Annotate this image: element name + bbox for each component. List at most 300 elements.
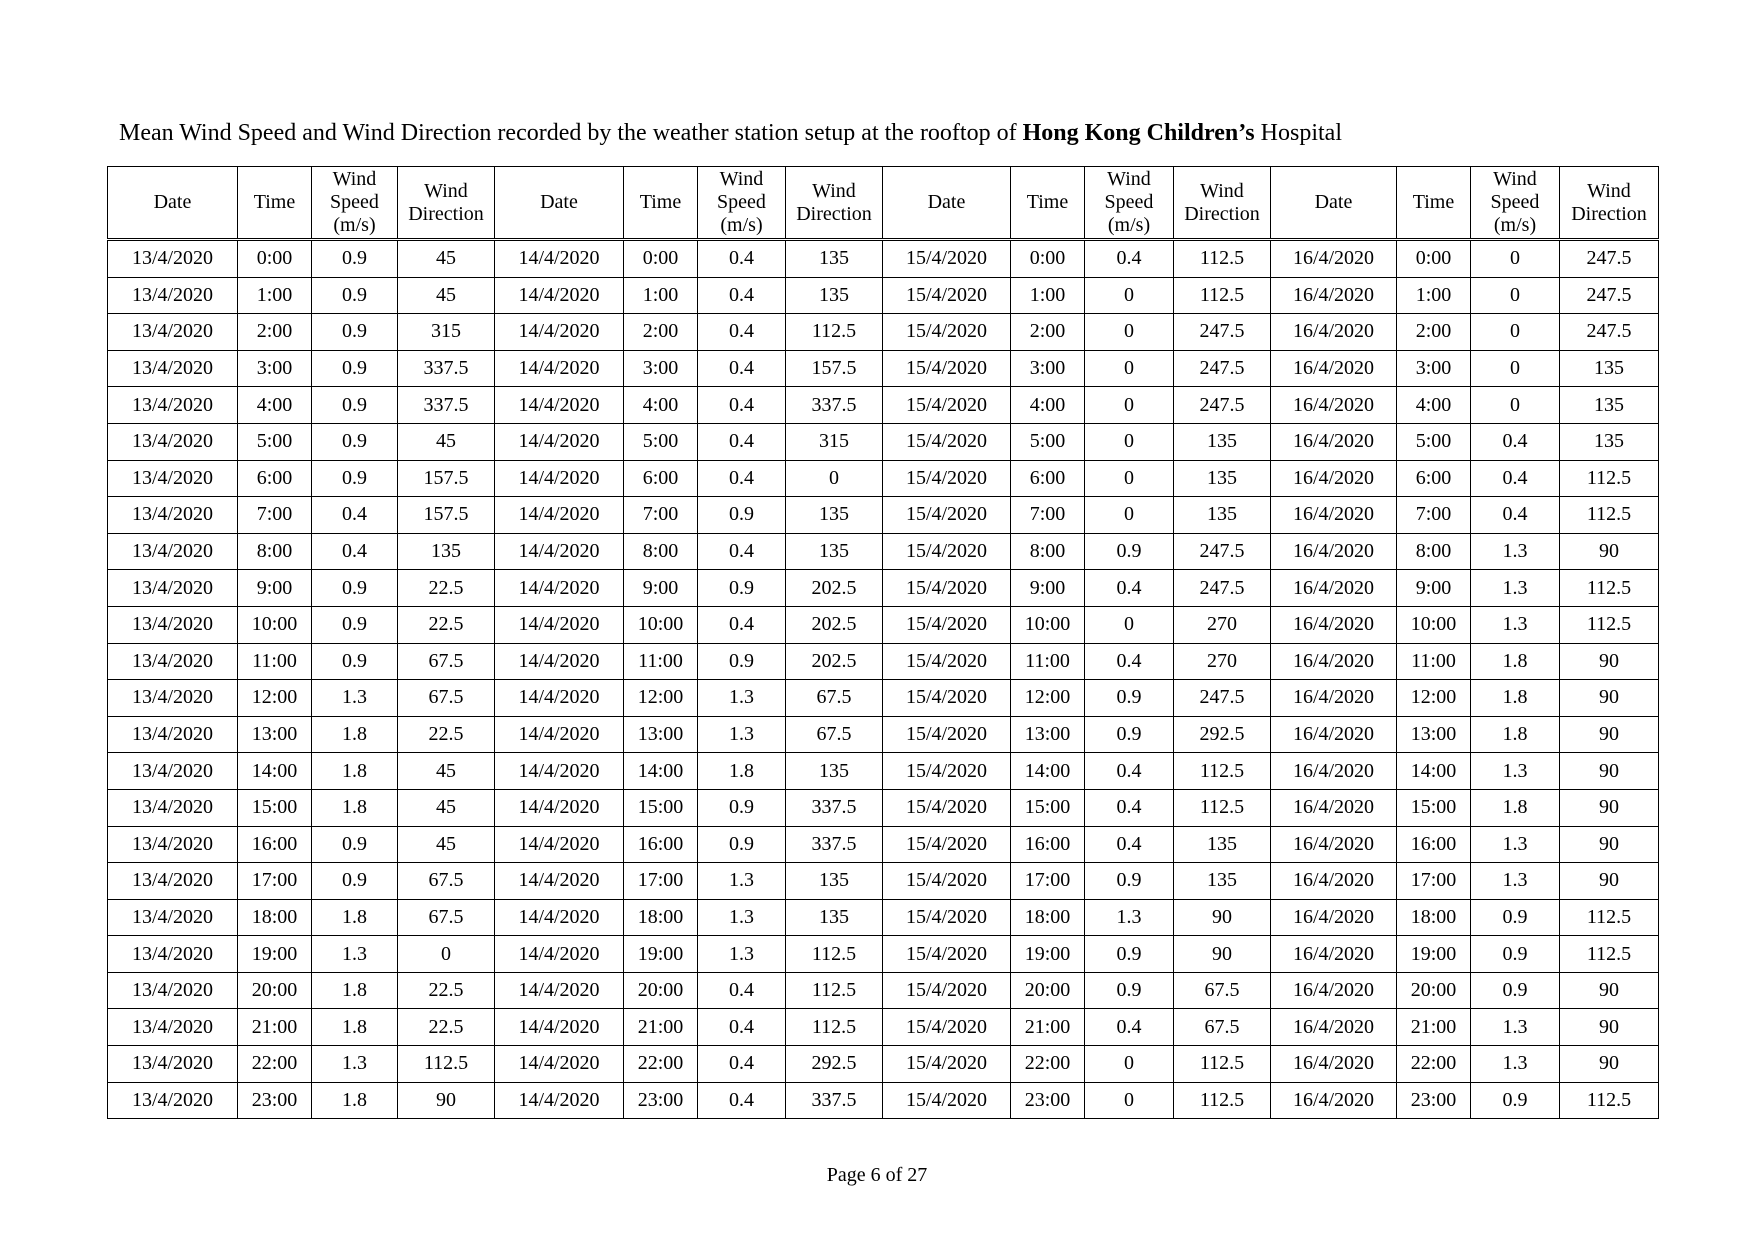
table-cell: 14/4/2020 <box>495 789 624 826</box>
table-cell: 0.9 <box>1471 972 1560 1009</box>
table-cell: 11:00 <box>238 643 312 680</box>
table-cell: 15/4/2020 <box>883 936 1011 973</box>
table-row <box>108 716 1659 753</box>
table-cell: 45 <box>398 826 495 863</box>
table-cell: 45 <box>398 753 495 790</box>
table-cell: 45 <box>398 789 495 826</box>
table-row <box>108 789 1659 826</box>
table-cell: 15:00 <box>1011 789 1085 826</box>
table-cell: 112.5 <box>1560 936 1659 973</box>
table-cell: 15/4/2020 <box>883 387 1011 424</box>
table-cell: 337.5 <box>786 1082 883 1119</box>
table-row <box>108 497 1659 534</box>
table-cell: 90 <box>1560 643 1659 680</box>
table-cell: 13:00 <box>1011 716 1085 753</box>
table-cell: 16/4/2020 <box>1271 460 1397 497</box>
table-cell: 14/4/2020 <box>495 314 624 351</box>
table-cell: 16/4/2020 <box>1271 716 1397 753</box>
table-cell: 18:00 <box>238 899 312 936</box>
table-cell: 1.3 <box>1471 1046 1560 1083</box>
table-cell: 15:00 <box>238 789 312 826</box>
table-cell: 0.9 <box>312 423 398 460</box>
table-cell: 14/4/2020 <box>495 680 624 717</box>
table-cell: 1.3 <box>1471 1009 1560 1046</box>
table-cell: 0.4 <box>1085 570 1174 607</box>
table-cell: 20:00 <box>1397 972 1471 1009</box>
table-cell: 0 <box>1085 350 1174 387</box>
table-cell: 247.5 <box>1174 314 1271 351</box>
table-row <box>108 826 1659 863</box>
table-cell: 337.5 <box>786 826 883 863</box>
table-cell: 13/4/2020 <box>108 716 238 753</box>
table-cell: 0.9 <box>1085 972 1174 1009</box>
table-cell: 17:00 <box>1397 863 1471 900</box>
table-cell: 15/4/2020 <box>883 497 1011 534</box>
table-cell: 0.4 <box>698 460 786 497</box>
table-cell: 15/4/2020 <box>883 789 1011 826</box>
table-cell: 11:00 <box>624 643 698 680</box>
table-cell: 14/4/2020 <box>495 1046 624 1083</box>
table-row <box>108 1046 1659 1083</box>
table-cell: 135 <box>786 533 883 570</box>
table-cell: 1.3 <box>1471 863 1560 900</box>
table-cell: 0 <box>398 936 495 973</box>
table-cell: 10:00 <box>1397 606 1471 643</box>
table-cell: 13/4/2020 <box>108 1046 238 1083</box>
table-cell: 1.8 <box>1471 789 1560 826</box>
table-cell: 14/4/2020 <box>495 350 624 387</box>
table-cell: 11:00 <box>1397 643 1471 680</box>
table-cell: 7:00 <box>1011 497 1085 534</box>
table-cell: 19:00 <box>1397 936 1471 973</box>
table-cell: 67.5 <box>1174 1009 1271 1046</box>
table-cell: 15/4/2020 <box>883 899 1011 936</box>
column-header: Wind Direction <box>1560 167 1659 240</box>
table-cell: 13/4/2020 <box>108 314 238 351</box>
table-cell: 7:00 <box>624 497 698 534</box>
table-cell: 17:00 <box>238 863 312 900</box>
column-header: Wind Direction <box>398 167 495 240</box>
table-cell: 5:00 <box>238 423 312 460</box>
table-cell: 15/4/2020 <box>883 423 1011 460</box>
table-cell: 157.5 <box>398 460 495 497</box>
column-header: Date <box>495 167 624 240</box>
table-cell: 0.9 <box>312 826 398 863</box>
table-cell: 0 <box>1471 387 1560 424</box>
table-cell: 10:00 <box>1011 606 1085 643</box>
table-cell: 13/4/2020 <box>108 606 238 643</box>
table-cell: 1:00 <box>238 277 312 314</box>
table-row <box>108 423 1659 460</box>
table-cell: 13/4/2020 <box>108 680 238 717</box>
table-cell: 135 <box>786 497 883 534</box>
table-cell: 0.4 <box>698 350 786 387</box>
table-cell: 112.5 <box>398 1046 495 1083</box>
table-cell: 16/4/2020 <box>1271 387 1397 424</box>
table-cell: 0 <box>1085 606 1174 643</box>
table-cell: 16/4/2020 <box>1271 936 1397 973</box>
table-cell: 16/4/2020 <box>1271 606 1397 643</box>
table-cell: 5:00 <box>1397 423 1471 460</box>
table-cell: 0 <box>1085 277 1174 314</box>
table-row <box>108 899 1659 936</box>
table-cell: 8:00 <box>624 533 698 570</box>
table-cell: 16/4/2020 <box>1271 899 1397 936</box>
table-cell: 15/4/2020 <box>883 716 1011 753</box>
table-cell: 13/4/2020 <box>108 277 238 314</box>
table-cell: 16/4/2020 <box>1271 753 1397 790</box>
table-row <box>108 936 1659 973</box>
table-cell: 4:00 <box>1397 387 1471 424</box>
column-header: Wind Speed (m/s) <box>698 167 786 240</box>
table-cell: 14/4/2020 <box>495 240 624 278</box>
table-cell: 0.4 <box>698 1082 786 1119</box>
table-cell: 67.5 <box>786 680 883 717</box>
table-cell: 15/4/2020 <box>883 350 1011 387</box>
table-cell: 16/4/2020 <box>1271 1082 1397 1119</box>
table-cell: 1.8 <box>1471 680 1560 717</box>
column-header: Wind Direction <box>786 167 883 240</box>
table-cell: 112.5 <box>1174 240 1271 278</box>
table-cell: 247.5 <box>1174 350 1271 387</box>
table-cell: 16/4/2020 <box>1271 497 1397 534</box>
table-cell: 6:00 <box>238 460 312 497</box>
table-cell: 23:00 <box>238 1082 312 1119</box>
table-cell: 15/4/2020 <box>883 680 1011 717</box>
table-cell: 15/4/2020 <box>883 863 1011 900</box>
table-cell: 22.5 <box>398 1009 495 1046</box>
table-cell: 4:00 <box>238 387 312 424</box>
table-cell: 12:00 <box>1397 680 1471 717</box>
table-cell: 0.9 <box>698 826 786 863</box>
table-cell: 1.3 <box>698 899 786 936</box>
table-cell: 90 <box>1560 972 1659 1009</box>
table-cell: 0.9 <box>312 460 398 497</box>
column-header: Time <box>1397 167 1471 240</box>
table-cell: 45 <box>398 240 495 278</box>
table-cell: 14/4/2020 <box>495 497 624 534</box>
table-cell: 14/4/2020 <box>495 423 624 460</box>
table-cell: 11:00 <box>1011 643 1085 680</box>
table-cell: 0.4 <box>698 277 786 314</box>
table-cell: 1.8 <box>312 789 398 826</box>
table-cell: 0 <box>1085 387 1174 424</box>
table-cell: 247.5 <box>1174 387 1271 424</box>
table-cell: 8:00 <box>238 533 312 570</box>
column-header: Time <box>624 167 698 240</box>
table-cell: 0.4 <box>1085 789 1174 826</box>
table-cell: 19:00 <box>1011 936 1085 973</box>
table-cell: 10:00 <box>238 606 312 643</box>
table-cell: 16:00 <box>624 826 698 863</box>
table-cell: 15/4/2020 <box>883 240 1011 278</box>
table-cell: 135 <box>786 863 883 900</box>
column-header: Date <box>108 167 238 240</box>
table-cell: 23:00 <box>624 1082 698 1119</box>
table-cell: 16/4/2020 <box>1271 789 1397 826</box>
table-cell: 0.9 <box>698 570 786 607</box>
table-cell: 16/4/2020 <box>1271 533 1397 570</box>
table-cell: 1.8 <box>312 1082 398 1119</box>
table-cell: 270 <box>1174 606 1271 643</box>
table-cell: 7:00 <box>238 497 312 534</box>
table-cell: 0.9 <box>1085 863 1174 900</box>
table-cell: 0.4 <box>698 533 786 570</box>
table-cell: 3:00 <box>1011 350 1085 387</box>
table-cell: 18:00 <box>1011 899 1085 936</box>
table-row <box>108 350 1659 387</box>
table-cell: 0.9 <box>698 497 786 534</box>
table-cell: 13/4/2020 <box>108 1082 238 1119</box>
table-cell: 9:00 <box>1011 570 1085 607</box>
table-cell: 14/4/2020 <box>495 826 624 863</box>
column-header: Time <box>1011 167 1085 240</box>
table-cell: 1.3 <box>1085 899 1174 936</box>
table-cell: 0.9 <box>1085 533 1174 570</box>
table-cell: 5:00 <box>1011 423 1085 460</box>
table-cell: 90 <box>1560 753 1659 790</box>
table-cell: 14/4/2020 <box>495 863 624 900</box>
table-cell: 1.3 <box>1471 533 1560 570</box>
table-cell: 90 <box>1560 716 1659 753</box>
table-cell: 202.5 <box>786 570 883 607</box>
table-cell: 13/4/2020 <box>108 497 238 534</box>
table-cell: 13/4/2020 <box>108 972 238 1009</box>
table-cell: 16/4/2020 <box>1271 277 1397 314</box>
table-cell: 14:00 <box>1011 753 1085 790</box>
table-cell: 112.5 <box>786 936 883 973</box>
table-cell: 20:00 <box>1011 972 1085 1009</box>
table-row <box>108 680 1659 717</box>
table-row <box>108 314 1659 351</box>
table-cell: 16/4/2020 <box>1271 314 1397 351</box>
table-cell: 13/4/2020 <box>108 789 238 826</box>
table-cell: 337.5 <box>786 789 883 826</box>
table-row <box>108 570 1659 607</box>
table-cell: 15/4/2020 <box>883 972 1011 1009</box>
table-cell: 14/4/2020 <box>495 643 624 680</box>
table-cell: 90 <box>1560 789 1659 826</box>
table-cell: 112.5 <box>1560 606 1659 643</box>
table-cell: 13/4/2020 <box>108 863 238 900</box>
table-cell: 20:00 <box>238 972 312 1009</box>
table-cell: 13/4/2020 <box>108 936 238 973</box>
table-cell: 247.5 <box>1174 533 1271 570</box>
table-cell: 8:00 <box>1397 533 1471 570</box>
column-header: Wind Speed (m/s) <box>1085 167 1174 240</box>
table-cell: 0.9 <box>1085 716 1174 753</box>
table-cell: 0.4 <box>1471 497 1560 534</box>
table-cell: 0.9 <box>1085 680 1174 717</box>
table-cell: 16/4/2020 <box>1271 423 1397 460</box>
table-cell: 1.3 <box>698 936 786 973</box>
table-cell: 14/4/2020 <box>495 277 624 314</box>
column-header: Wind Speed (m/s) <box>1471 167 1560 240</box>
table-cell: 135 <box>1560 387 1659 424</box>
table-cell: 135 <box>1560 350 1659 387</box>
table-cell: 6:00 <box>1397 460 1471 497</box>
table-cell: 0.4 <box>1085 1009 1174 1046</box>
table-cell: 135 <box>1174 497 1271 534</box>
table-cell: 22:00 <box>1397 1046 1471 1083</box>
table-cell: 90 <box>1560 1009 1659 1046</box>
table-cell: 0.4 <box>698 606 786 643</box>
table-cell: 112.5 <box>1174 277 1271 314</box>
table-cell: 12:00 <box>624 680 698 717</box>
table-cell: 13/4/2020 <box>108 387 238 424</box>
table-cell: 0.4 <box>698 1009 786 1046</box>
table-cell: 0.4 <box>698 314 786 351</box>
table-cell: 1.3 <box>1471 606 1560 643</box>
table-cell: 15/4/2020 <box>883 606 1011 643</box>
table-cell: 1.8 <box>1471 716 1560 753</box>
table-cell: 45 <box>398 277 495 314</box>
wind-data-table <box>107 166 1659 1119</box>
table-cell: 16:00 <box>1011 826 1085 863</box>
table-row <box>108 277 1659 314</box>
table-cell: 10:00 <box>624 606 698 643</box>
table-cell: 0:00 <box>1397 240 1471 278</box>
table-cell: 0 <box>1471 277 1560 314</box>
table-cell: 67.5 <box>398 680 495 717</box>
table-cell: 14/4/2020 <box>495 1082 624 1119</box>
table-cell: 16/4/2020 <box>1271 863 1397 900</box>
caption-prefix: Mean Wind Speed and Wind Direction recorded by the weather station setup at the rooftop of <box>119 120 1023 146</box>
table-cell: 23:00 <box>1397 1082 1471 1119</box>
table-cell: 337.5 <box>398 350 495 387</box>
table-cell: 4:00 <box>1011 387 1085 424</box>
table-cell: 67.5 <box>1174 972 1271 1009</box>
table-cell: 67.5 <box>398 899 495 936</box>
table-cell: 15:00 <box>624 789 698 826</box>
table-cell: 337.5 <box>398 387 495 424</box>
table-cell: 1:00 <box>624 277 698 314</box>
table-cell: 0.4 <box>698 240 786 278</box>
table-cell: 90 <box>1560 826 1659 863</box>
table-cell: 13/4/2020 <box>108 240 238 278</box>
table-cell: 6:00 <box>1011 460 1085 497</box>
table-row <box>108 533 1659 570</box>
table-cell: 0.9 <box>312 240 398 278</box>
table-cell: 18:00 <box>624 899 698 936</box>
table-cell: 135 <box>1174 460 1271 497</box>
table-cell: 15/4/2020 <box>883 460 1011 497</box>
table-cell: 14:00 <box>624 753 698 790</box>
table-cell: 1:00 <box>1011 277 1085 314</box>
table-cell: 135 <box>786 899 883 936</box>
table-cell: 13/4/2020 <box>108 899 238 936</box>
table-cell: 0.4 <box>1085 643 1174 680</box>
table-cell: 202.5 <box>786 643 883 680</box>
table-cell: 16:00 <box>1397 826 1471 863</box>
table-cell: 14/4/2020 <box>495 936 624 973</box>
table-cell: 0.9 <box>312 863 398 900</box>
table-cell: 5:00 <box>624 423 698 460</box>
table-cell: 3:00 <box>238 350 312 387</box>
table-cell: 0:00 <box>624 240 698 278</box>
table-cell: 0.4 <box>1085 240 1174 278</box>
table-cell: 15:00 <box>1397 789 1471 826</box>
table-cell: 0.4 <box>698 1046 786 1083</box>
column-header: Time <box>238 167 312 240</box>
table-caption <box>119 118 1342 148</box>
table-cell: 13/4/2020 <box>108 826 238 863</box>
table-cell: 2:00 <box>1397 314 1471 351</box>
table-cell: 0.9 <box>1085 936 1174 973</box>
table-cell: 1.8 <box>312 899 398 936</box>
page-number: Page 6 of 27 <box>826 1164 928 1186</box>
table-cell: 13/4/2020 <box>108 643 238 680</box>
table-cell: 67.5 <box>786 716 883 753</box>
table-cell: 15/4/2020 <box>883 826 1011 863</box>
table-cell: 16/4/2020 <box>1271 826 1397 863</box>
table-cell: 202.5 <box>786 606 883 643</box>
caption-hospital-name: Hong Kong Children’s <box>1022 120 1255 146</box>
table-cell: 0 <box>1085 423 1174 460</box>
table-cell: 0.4 <box>1471 423 1560 460</box>
table-cell: 14/4/2020 <box>495 899 624 936</box>
table-header <box>108 167 1659 240</box>
table-cell: 13/4/2020 <box>108 423 238 460</box>
table-cell: 1.8 <box>1471 643 1560 680</box>
table-row <box>108 460 1659 497</box>
column-header: Date <box>1271 167 1397 240</box>
table-cell: 0:00 <box>1011 240 1085 278</box>
table-cell: 45 <box>398 423 495 460</box>
table-cell: 13:00 <box>238 716 312 753</box>
table-cell: 270 <box>1174 643 1271 680</box>
table-row <box>108 387 1659 424</box>
table-cell: 1.8 <box>698 753 786 790</box>
table-cell: 0 <box>1085 314 1174 351</box>
table-cell: 15/4/2020 <box>883 314 1011 351</box>
table-cell: 67.5 <box>398 863 495 900</box>
table-cell: 3:00 <box>1397 350 1471 387</box>
table-cell: 90 <box>1560 1046 1659 1083</box>
table-cell: 292.5 <box>1174 716 1271 753</box>
table-cell: 1.3 <box>698 680 786 717</box>
table-cell: 0.9 <box>312 606 398 643</box>
table-cell: 22.5 <box>398 606 495 643</box>
table-cell: 21:00 <box>238 1009 312 1046</box>
table-cell: 157.5 <box>398 497 495 534</box>
table-cell: 6:00 <box>624 460 698 497</box>
table-cell: 22:00 <box>238 1046 312 1083</box>
table-cell: 18:00 <box>1397 899 1471 936</box>
table-cell: 135 <box>1174 423 1271 460</box>
table-cell: 90 <box>1174 936 1271 973</box>
table-cell: 12:00 <box>238 680 312 717</box>
table-cell: 0.9 <box>698 643 786 680</box>
table-cell: 0.9 <box>312 314 398 351</box>
table-cell: 4:00 <box>624 387 698 424</box>
table-cell: 0.9 <box>1471 899 1560 936</box>
table-row <box>108 643 1659 680</box>
table-cell: 1.3 <box>312 936 398 973</box>
table-cell: 16/4/2020 <box>1271 240 1397 278</box>
table-cell: 22:00 <box>624 1046 698 1083</box>
table-cell: 337.5 <box>786 387 883 424</box>
table-cell: 21:00 <box>1397 1009 1471 1046</box>
table-row <box>108 1009 1659 1046</box>
table-cell: 157.5 <box>786 350 883 387</box>
table-cell: 16/4/2020 <box>1271 680 1397 717</box>
table-cell: 13/4/2020 <box>108 753 238 790</box>
table-cell: 0 <box>1085 1082 1174 1119</box>
table-cell: 15/4/2020 <box>883 1009 1011 1046</box>
table-cell: 14/4/2020 <box>495 533 624 570</box>
table-cell: 15/4/2020 <box>883 570 1011 607</box>
